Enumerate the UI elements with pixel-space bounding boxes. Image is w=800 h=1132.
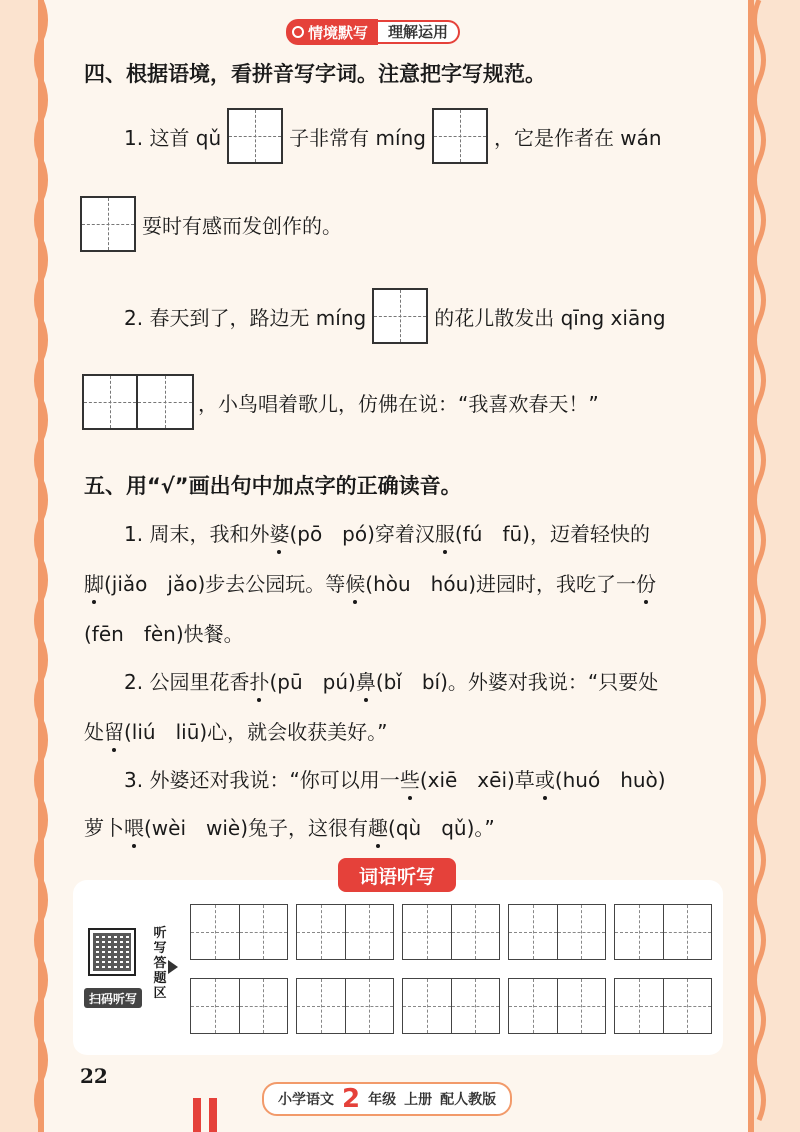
book-info xyxy=(262,1082,512,1116)
book-volume: 上册 xyxy=(404,1092,433,1108)
word-grid[interactable] xyxy=(296,904,394,960)
book-grade-text: 年级 xyxy=(368,1092,397,1108)
answer-box-double[interactable] xyxy=(82,374,194,430)
s5-text: (wèi wiè)兔子，这很有 xyxy=(144,816,369,840)
dotted-char: 鼻 xyxy=(356,666,376,695)
section5-title: 五、用“√”画出句中加点字的正确读音。 xyxy=(84,474,462,498)
s5-text: (xiē xēi)草 xyxy=(419,768,535,792)
dictation-title: 词语听写 xyxy=(338,858,456,892)
qr-code-icon[interactable] xyxy=(88,928,136,976)
s5-text: (hòu hóu)进园时，我吃了一 xyxy=(365,572,637,596)
word-grid[interactable] xyxy=(614,978,712,1034)
s4-q1-text-d: 耍时有感而发创作的。 xyxy=(142,213,342,238)
book-subject: 小学语文 xyxy=(278,1092,334,1108)
decorative-stripes xyxy=(193,1098,233,1132)
s5-line6 xyxy=(124,764,666,793)
dotted-char: 扑 xyxy=(249,666,269,695)
word-grid[interactable] xyxy=(402,978,500,1034)
s4-q1-text-c: ，它是作者在 wán xyxy=(493,125,662,150)
arrow-right-icon xyxy=(168,960,178,974)
dotted-char: 留 xyxy=(104,716,124,745)
s5-text: (fú fū)，迈着轻快的 xyxy=(454,522,650,546)
s4-q2-text-a: 2. 春天到了，路边无 míng xyxy=(124,305,367,330)
dotted-char: 婆 xyxy=(269,518,289,547)
s5-line5 xyxy=(84,716,388,745)
s5-text: (liú liū)心，就会收获美好。” xyxy=(124,720,388,744)
word-grid[interactable] xyxy=(402,904,500,960)
book-grade-number: 2 xyxy=(342,1084,361,1114)
dotted-char: 候 xyxy=(345,568,365,597)
section-tag-secondary: 理解运用 xyxy=(378,20,460,44)
s4-q2-line2 xyxy=(78,374,599,430)
dotted-char: 服 xyxy=(435,518,455,547)
dotted-char: 趣 xyxy=(368,812,388,841)
dotted-char: 或 xyxy=(535,764,555,793)
s4-q1-line1 xyxy=(124,108,662,164)
answer-box[interactable] xyxy=(372,288,428,344)
answer-box[interactable] xyxy=(432,108,488,164)
book-edition: 配人教版 xyxy=(440,1092,497,1108)
dotted-char: 份 xyxy=(636,568,656,597)
s5-text: (huó huò) xyxy=(554,768,666,792)
page-number: 22 xyxy=(80,1064,108,1088)
section-tag-primary-label: 情境默写 xyxy=(308,23,369,42)
s5-text: 1. 周末，我和外 xyxy=(124,522,270,546)
s5-text: (qù qǔ)。” xyxy=(388,816,495,840)
word-grid[interactable] xyxy=(508,904,606,960)
dotted-char: 脚 xyxy=(84,568,104,597)
s5-text: (fēn fèn)快餐。 xyxy=(84,622,244,646)
s4-q2-text-b: 的花儿散发出 qīng xiāng xyxy=(434,305,666,330)
s4-q1-line2 xyxy=(76,196,342,252)
right-wavy-border xyxy=(748,0,770,1132)
answer-box[interactable] xyxy=(138,374,194,430)
s4-q1-text-a: 1. 这首 qǔ xyxy=(124,125,222,150)
s4-q1-text-b: 子非常有 míng xyxy=(289,125,426,150)
s5-line3 xyxy=(84,618,244,647)
word-grid[interactable] xyxy=(508,978,606,1034)
s5-text: 处 xyxy=(84,720,104,744)
dotted-char: 些 xyxy=(400,764,420,793)
s5-text: (pū pú) xyxy=(269,670,356,694)
section4-title: 四、根据语境，看拼音写字词。注意把字写规范。 xyxy=(84,62,546,86)
s5-line1 xyxy=(124,518,650,547)
s4-q2-text-c: ，小鸟唱着歌儿，仿佛在说：“我喜欢春天！” xyxy=(198,391,599,416)
s5-text: (jiǎo jǎo)步去公园玩。等 xyxy=(104,572,346,596)
answer-box[interactable] xyxy=(227,108,283,164)
s5-text: 萝卜 xyxy=(84,816,124,840)
s5-text: (pō pó)穿着汉 xyxy=(289,522,435,546)
word-grid[interactable] xyxy=(296,978,394,1034)
s5-line7 xyxy=(84,812,495,841)
word-grid[interactable] xyxy=(190,978,288,1034)
s5-line4 xyxy=(124,666,658,695)
s5-line2 xyxy=(84,568,656,597)
s4-q2-line1 xyxy=(124,288,666,344)
answer-box[interactable] xyxy=(80,196,136,252)
scan-label: 扫码听写 xyxy=(84,988,142,1008)
exercise-content xyxy=(48,0,748,860)
dotted-char: 喂 xyxy=(124,812,144,841)
word-grid[interactable] xyxy=(190,904,288,960)
s5-text: 2. 公园里花香 xyxy=(124,670,250,694)
s5-text: 3. 外婆还对我说：“你可以用一 xyxy=(124,768,400,792)
answer-box[interactable] xyxy=(82,374,138,430)
s5-text: (bǐ bí)。外婆对我说：“只要处 xyxy=(375,670,659,694)
word-grid[interactable] xyxy=(614,904,712,960)
answer-area-label: 听写答题区 xyxy=(153,926,167,1001)
